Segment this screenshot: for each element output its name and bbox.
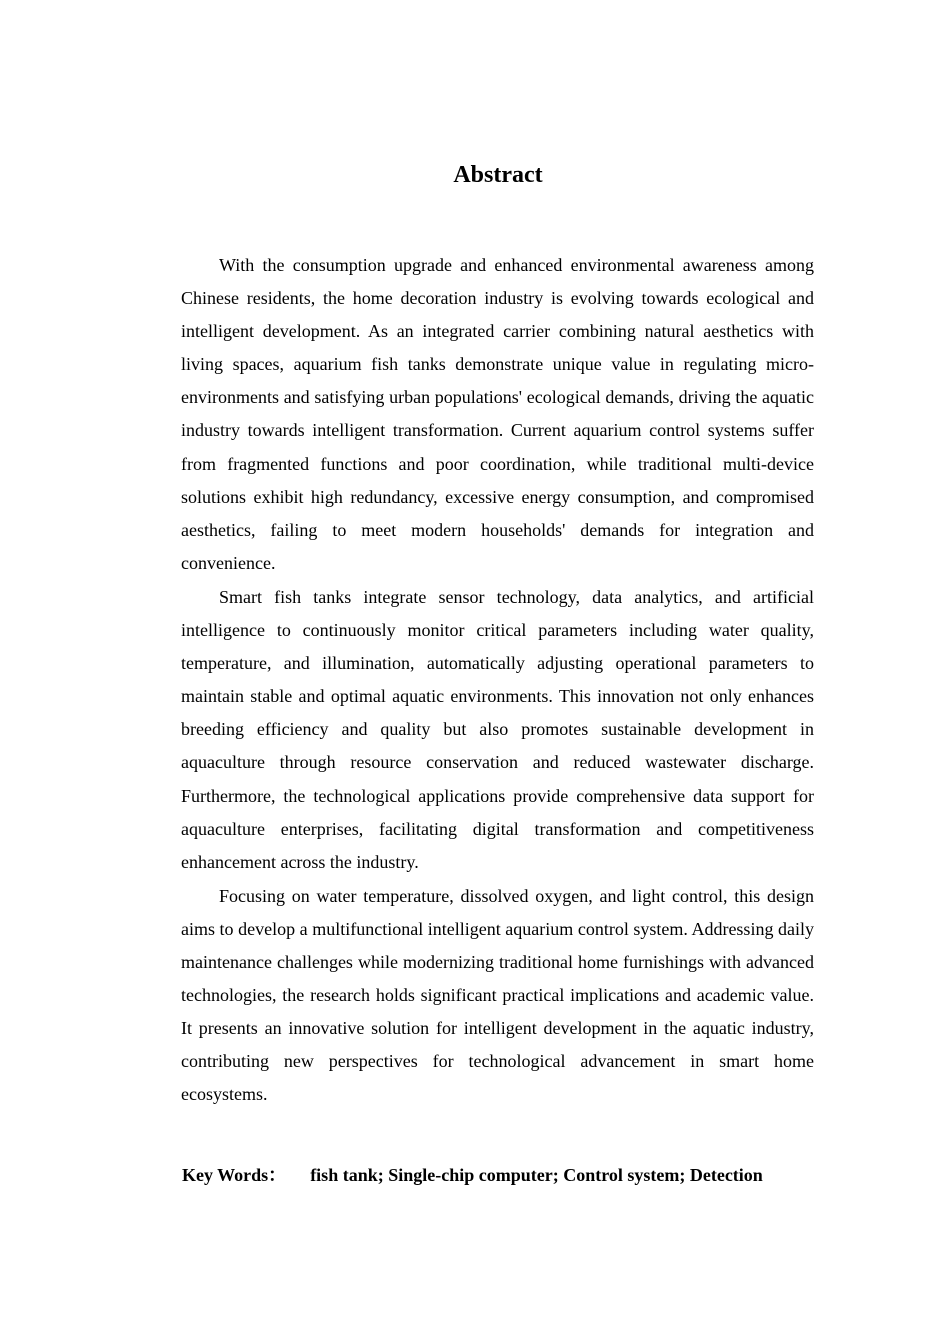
keywords-line xyxy=(182,1160,882,1190)
abstract-paragraph-3: Focusing on water temperature, dissolved oxygen, and light control, this design aims to develop a multifunctional intelligent aquarium control system. Addressing daily maintenance challenges while modernizing traditional home furnishings with advanced technologies, the research holds significant practical implications and academic value. It presents an innovative solution for intelligent development in the aquatic industry, contributing new perspectives for technological advancement in smart home ecosystems. xyxy=(181,885,814,1105)
abstract-body xyxy=(181,249,814,1112)
keywords-value: fish tank; Single-chip computer; Control system; Detection xyxy=(310,1165,763,1185)
page-title: Abstract xyxy=(453,162,543,188)
keywords-label: Key Words： xyxy=(182,1165,287,1185)
abstract-paragraph-2: Smart fish tanks integrate sensor technology, data analytics, and artificial intelligence to continuously monitor critical parameters including water quality, temperature, and illumination, automatically adjusting operational parameters to maintain stable and optimal aquatic environments. This innovation not only enhances breeding efficiency and quality but also promotes sustainable development in aquaculture through resource conservation and reduced wastewater discharge. Furthermore, the technological applications provide comprehensive data support for aquaculture enterprises, facilitating digital transformation and competitiveness enhancement across the industry. xyxy=(181,586,814,872)
abstract-paragraph-1: With the consumption upgrade and enhanced environmental awareness among Chinese residents, the home decoration industry is evolving towards ecological and intelligent development. As an integrated carrier combining natural aesthetics with living spaces, aquarium fish tanks demonstrate unique value in regulating micro-environments and satisfying urban populations' ecological demands, driving the aquatic industry towards intelligent transformation. Current aquarium control systems suffer from fragmented functions and poor coordination, while traditional multi-device solutions exhibit high redundancy, excessive energy consumption, and compromised aesthetics, failing to meet modern households' demands for integration and convenience. xyxy=(181,255,814,573)
